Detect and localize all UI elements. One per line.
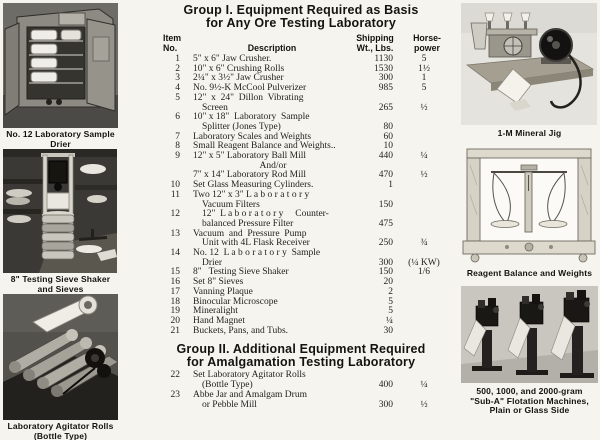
text-line: Group II. Additional Equipment Required [176,342,426,357]
text-line: Reagent Balance and Weights [466,267,593,278]
horsepower-cell: 1/6 [417,267,431,278]
header-line: Horse- [413,33,441,43]
header-description [192,33,352,53]
header-horsepower [398,33,456,53]
testing-sieve-shaker-photo [3,149,117,273]
description-cell: No. 9½-K McCool Pulverizer [193,83,307,94]
figure-mineral-jig [461,3,598,139]
mineral-jig-photo [461,3,597,125]
description-cell: Buckets, Pans, and Tubs. [193,325,289,336]
item-no-cell: 19 [170,306,180,317]
shipping-weight-cell: 400 [378,380,393,391]
horsepower-cell: 1 [421,73,427,84]
description-cell: 12" x 5" Laboratory Ball Mill [193,151,307,162]
figure-caption [461,387,598,416]
shipping-weight-cell: 2 [388,286,393,297]
description-cell: or Pebble Mill [202,399,257,410]
description-cell: Drier [202,257,223,268]
description-cell: No. 12 L a b o r a t o r y Sample [193,248,321,259]
shipping-weight-cell: ¼ [385,315,393,326]
table-line [140,327,462,337]
left-figure-column [3,3,118,440]
right-figure-column [461,3,598,416]
text-line: Drier [50,138,71,149]
text-line: for Any Ore Testing Laboratory [205,16,397,30]
item-no-cell: 10 [170,180,180,191]
text-line: 1-M Mineral Jig [497,128,562,138]
figure-sample-drier [3,3,118,149]
description-cell: (Bottle Type) [202,380,253,391]
description-cell: 10" x 6" Crushing Rolls [193,63,285,74]
table-line [140,152,462,162]
table-line [140,113,462,123]
table-line [140,298,462,308]
header-line: Shipping [356,33,394,43]
description-cell: 8" Testing Sieve Shaker [193,267,289,278]
description-cell: Set 8" Sieves [193,277,244,288]
shipping-weight-cell: 5 [388,306,393,317]
item-no-cell: 20 [170,315,180,326]
description-cell: 12" x 24" Dillon Vibrating [193,92,304,103]
description-cell: Hand Magnet [193,315,245,326]
table-line [140,210,462,220]
table-line [140,191,462,201]
description-cell: Abbe Jar and Amalgam Drum [193,389,307,400]
laboratory-agitator-rolls-photo [3,294,118,420]
figure-caption [3,422,118,440]
description-cell: Two 12" x 3" L a b o r a t o r y [193,189,310,200]
item-no-cell: 2 [175,63,180,74]
horsepower-cell: ½ [420,102,428,113]
figure-reagent-balance [461,145,598,279]
item-no-cell: 16 [170,277,180,288]
text-line: and Sieves [37,283,84,294]
table-line [140,371,462,381]
table-line [140,55,462,65]
shipping-weight-cell: 150 [378,267,393,278]
header-line: power [414,43,440,53]
description-cell: Laboratory Scales and Weights [193,131,312,142]
description-cell: Binocular Microscope [193,296,278,307]
text-line: (Bottle Type) [33,430,88,440]
item-no-cell: 21 [170,325,180,336]
item-no-cell: 15 [170,267,180,278]
table-line [140,65,462,75]
group1-title [140,4,462,30]
shipping-weight-cell: 30 [383,325,393,336]
shipping-weight-cell: 250 [378,238,393,249]
table-line [140,268,462,278]
shipping-weight-cell: 470 [378,170,393,181]
shipping-weight-cell: 5 [388,296,393,307]
item-no-cell: 4 [175,83,180,94]
figure-flotation-machines [461,286,598,416]
shipping-weight-cell: 80 [383,121,393,132]
table-line [140,317,462,327]
header-line: Wt., Lbs. [356,43,394,53]
item-no-cell: 5 [175,92,180,103]
text-line: 8" Testing Sieve Shaker [10,274,111,284]
header-item-no [152,33,192,53]
group2-rows [140,371,462,410]
group2-title [140,343,462,369]
laboratory-sample-drier-photo [3,3,118,128]
shipping-weight-cell: 1530 [374,63,393,74]
table-line [140,401,462,411]
group1-rows [140,55,462,336]
item-no-cell: 7 [175,131,180,142]
table-line [140,278,462,288]
item-no-cell: 14 [170,248,180,259]
figure-caption [461,129,598,139]
shipping-weight-cell: 300 [378,257,393,268]
shipping-weight-cell: 20 [383,277,393,288]
table-line [140,391,462,401]
item-no-cell: 18 [170,296,180,307]
description-cell: Vacuum Filters [202,199,260,210]
text-line: Group I. Equipment Required as Basis [183,3,419,17]
description-cell: Splitter (Jones Type) [202,121,281,132]
item-no-cell: 13 [170,228,180,239]
description-cell: 5" x 6" Jaw Crusher. [193,54,272,64]
description-cell: Set Glass Measuring Cylinders. [193,180,314,191]
text-line: Plain or Glass Side [489,405,570,415]
item-no-cell: 12 [170,209,180,220]
item-no-cell: 6 [175,112,180,123]
shipping-weight-cell: 300 [378,73,393,84]
horsepower-cell: 5 [421,83,427,94]
description-cell: 7" x 14" Laboratory Rod Mill [193,170,307,181]
description-cell: Screen [202,102,228,113]
shipping-weight-cell: 150 [378,199,393,210]
item-no-cell: 22 [170,370,180,381]
table-line [140,94,462,104]
table-header [140,33,462,53]
item-no-cell: 11 [170,189,180,200]
description-cell: And/or [259,160,287,171]
text-line: No. 12 Laboratory Sample [6,129,115,139]
figure-caption [3,275,118,294]
item-no-cell: 1 [175,54,180,64]
shipping-weight-cell: 440 [378,151,393,162]
description-cell: 10" x 18" Laboratory Sample [193,112,310,123]
flotation-machines-photo [461,286,598,383]
description-cell: Unit with 4L Flask Receiver [202,238,310,249]
shipping-weight-cell: 300 [378,399,393,410]
horsepower-cell: ¼ [420,151,428,162]
shipping-weight-cell: 1 [388,180,393,191]
horsepower-cell: ¾ [420,238,428,249]
item-no-cell: 23 [170,389,180,400]
shipping-weight-cell: 475 [378,218,393,229]
table-line [140,307,462,317]
item-no-cell: 17 [170,286,180,297]
item-no-cell: 3 [175,73,180,84]
header-line: Item [163,33,182,43]
figure-agitator-rolls [3,294,118,440]
table-line [140,259,462,269]
description-cell: Small Reagent Balance and Weights.. [193,141,336,152]
description-cell: 12" L a b o r a t o r y Counter- [202,209,329,220]
horsepower-cell: (¼ KW) [408,257,440,268]
header-shipping-weight [352,33,398,53]
header-line: No. [163,43,178,53]
shipping-weight-cell: 265 [378,102,393,113]
text-line: Laboratory Agitator Rolls [7,421,114,431]
figure-sieve-shaker [3,149,118,294]
table-line [140,288,462,298]
text-line: 500, 1000, and 2000-gram [476,386,583,396]
horsepower-cell: 5 [421,54,427,64]
equipment-list-column [140,4,462,410]
shipping-weight-cell: 1130 [374,54,393,64]
horsepower-cell: 1½ [418,63,430,74]
shipping-weight-cell: 10 [383,141,393,152]
description-cell: Set Laboratory Agitator Rolls [193,370,306,381]
shipping-weight-cell: 985 [378,83,393,94]
shipping-weight-cell: 60 [383,131,393,142]
description-cell: 2¼" x 3½" Jaw Crusher [193,73,284,84]
horsepower-cell: ¼ [420,380,428,391]
figure-caption [3,130,118,149]
reagent-balance-photo [461,145,597,265]
horsepower-cell: ½ [420,399,428,410]
description-cell: Vacuum and Pressure Pump [193,228,307,239]
description-cell: Mineralight [193,306,238,317]
description-cell: Vanning Plaque [193,286,253,297]
header-line: Description [247,43,297,53]
description-cell: balanced Pressure Filter [202,218,294,229]
text-line: for Amalgamation Testing Laboratory [186,355,416,370]
horsepower-cell: ½ [420,170,428,181]
item-no-cell: 9 [175,151,180,162]
text-line: "Sub-A" Flotation Machines, [470,395,589,406]
figure-caption [461,269,598,279]
item-no-cell: 8 [175,141,180,152]
